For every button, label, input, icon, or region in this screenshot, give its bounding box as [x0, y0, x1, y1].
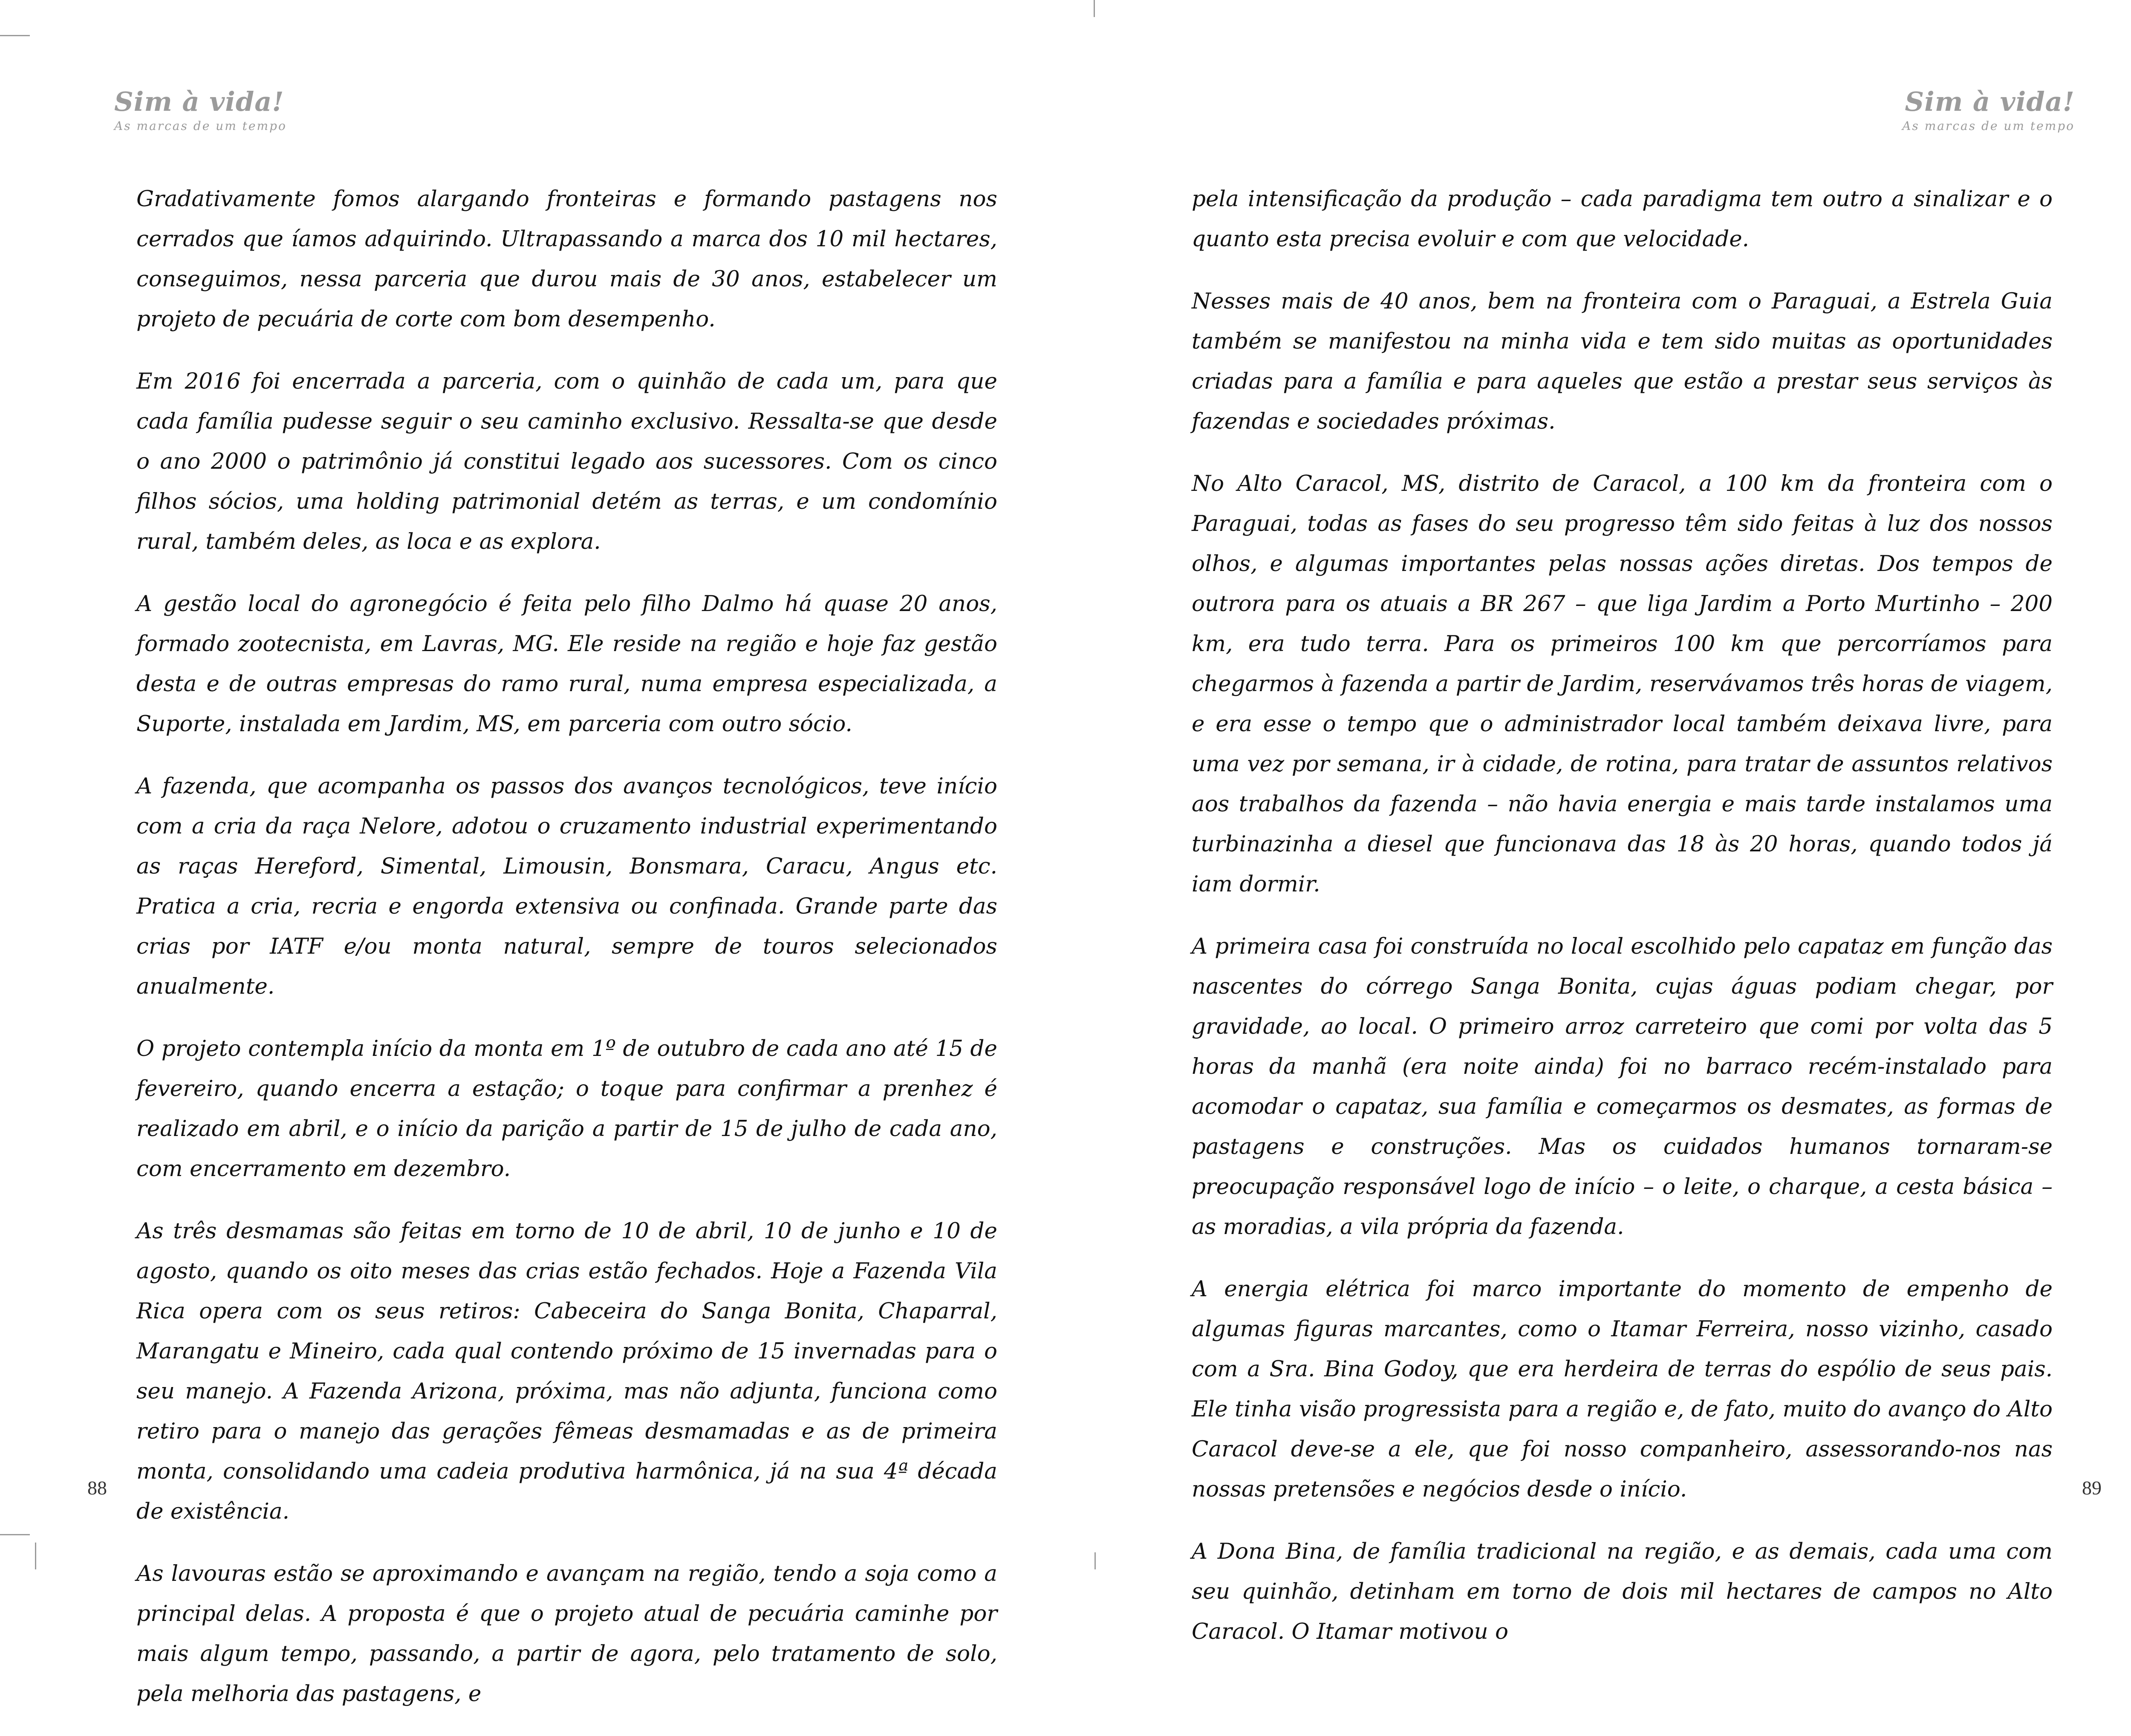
- running-head-subtitle: As marcas de um tempo: [1902, 119, 2075, 133]
- page-number: 89: [2082, 1477, 2102, 1499]
- paragraph: O projeto contempla início da monta em 1º de outubro de cada ano até 15 de fevereiro, quando encerra a estação; o toque para confirmar a prenhez é realizado em abril, e o início da parição a partir de 15 de julho de cada ano, com encerramento em dezembro.: [136, 1036, 997, 1182]
- running-head: [1902, 87, 2075, 133]
- running-head-title: Sim à vida!: [114, 86, 284, 117]
- paragraph: A energia elétrica foi marco importante do momento de empenho de algumas figuras marcantes, como o Itamar Ferreira, nosso vizinho, casado com a Sra. Bina Godoy, que era herdeira de terras do espólio de seus pais. Ele tinha visão progressista para a região e, de fato, muito do avanço do Alto Caracol deve-se a ele, que foi nosso companheiro, assessorando-nos nas nossas pretensões e negócios desde o início.: [1192, 1276, 2053, 1502]
- crop-mark: [0, 35, 30, 36]
- crop-mark: [1094, 1552, 1096, 1569]
- paragraph: As lavouras estão se aproximando e avançam na região, tendo a soja como a principal delas. A proposta é que o projeto atual de pecuária caminhe por mais algum tempo, passando, a partir de agora, pelo tratamento de solo, pela melhoria das pastagens, e: [136, 1561, 997, 1707]
- page-number: 88: [87, 1477, 107, 1499]
- running-head-subtitle: As marcas de um tempo: [114, 119, 287, 133]
- paragraph: No Alto Caracol, MS, distrito de Caracol, a 100 km da fronteira com o Paraguai, todas as fases do seu progresso têm sido feitas à luz dos nossos olhos, e algumas importantes pelas nossas ações diretas. Dos tempos de outrora para os atuais a BR 267 – que liga Jardim a Porto Murtinho – 200 km, era tudo terra. Para os primeiros 100 km que percorríamos para chegarmos à fazenda a partir de Jardim, reservávamos três horas de viagem, e era esse o tempo que o administrador local também deixava livre, para uma vez por semana, ir à cidade, de rotina, para tratar de assuntos relativos aos trabalhos da fazenda – não havia energia e mais tarde instalamos uma turbinazinha a diesel que funcionava das 18 às 20 horas, quando todos já iam dormir.: [1192, 471, 2053, 897]
- paragraph: pela intensificação da produção – cada paradigma tem outro a sinalizar e o quanto esta precisa evoluir e com que velocidade.: [1192, 186, 2053, 252]
- paragraph: A primeira casa foi construída no local escolhido pelo capataz em função das nascentes do córrego Sanga Bonita, cujas águas podiam chegar, por gravidade, ao local. O primeiro arroz carreteiro que comi por volta das 5 horas da manhã (era noite ainda) foi no barraco recém-instalado para acomodar o capataz, sua família e começarmos os desmates, as formas de pastagens e construções. Mas os cuidados humanos tornaram-se preocupação responsável logo de início – o leite, o charque, a cesta básica – as moradias, a vila própria da fazenda.: [1192, 934, 2053, 1240]
- paragraph: A gestão local do agronegócio é feita pelo filho Dalmo há quase 20 anos, formado zootecnista, em Lavras, MG. Ele reside na região e hoje faz gestão desta e de outras empresas do ramo rural, numa empresa especializada, a Suporte, instalada em Jardim, MS, em parceria com outro sócio.: [136, 591, 997, 737]
- paragraph: Em 2016 foi encerrada a parceria, com o quinhão de cada um, para que cada família pudesse seguir o seu caminho exclusivo. Ressalta-se que desde o ano 2000 o patrimônio já constitui legado aos sucessores. Com os cinco filhos sócios, uma holding patrimonial detém as terras, e um condomínio rural, também deles, as loca e as explora.: [136, 369, 997, 554]
- crop-mark: [35, 1543, 36, 1569]
- running-head-title: Sim à vida!: [1905, 86, 2075, 117]
- paragraph: Gradativamente fomos alargando fronteiras e formando pastagens nos cerrados que íamos adquirindo. Ultrapassando a marca dos 10 mil hectares, conseguimos, nessa parceria que durou mais de 30 anos, estabelecer um projeto de pecuária de corte com bom desempenho.: [136, 186, 997, 332]
- paragraph: Nesses mais de 40 anos, bem na fronteira com o Paraguai, a Estrela Guia também se manifestou na minha vida e tem sido muitas as oportunidades criadas para a família e para aqueles que estão a prestar seus serviços às fazendas e sociedades próximas.: [1192, 288, 2053, 434]
- body-text: [136, 179, 997, 1736]
- paragraph: A Dona Bina, de família tradicional na região, e as demais, cada uma com seu quinhão, detinham em torno de dois mil hectares de campos no Alto Caracol. O Itamar motivou o: [1192, 1539, 2053, 1644]
- running-head: [114, 87, 287, 133]
- right-page: [1094, 0, 2131, 1644]
- body-text: [1192, 179, 2053, 1674]
- paragraph: A fazenda, que acompanha os passos dos avanços tecnológicos, teve início com a cria da raça Nelore, adotou o cruzamento industrial experimentando as raças Hereford, Simental, Limousin, Bonsmara, Caracu, Angus etc. Pratica a cria, recria e engorda extensiva ou confinada. Grande parte das crias por IATF e/ou monta natural, sempre de touros selecionados anualmente.: [136, 773, 997, 999]
- paragraph: As três desmamas são feitas em torno de 10 de abril, 10 de junho e 10 de agosto, quando os oito meses das crias estão fechados. Hoje a Fazenda Vila Rica opera com os seus retiros: Cabeceira do Sanga Bonita, Chaparral, Marangatu e Mineiro, cada qual contendo próximo de 15 invernadas para o seu manejo. A Fazenda Arizona, próxima, mas não adjunta, funciona como retiro para o manejo das gerações fêmeas desmamadas e as de primeira monta, consolidando uma cadeia produtiva harmônica, já na sua 4ª década de existência.: [136, 1218, 997, 1524]
- crop-mark: [0, 1534, 30, 1535]
